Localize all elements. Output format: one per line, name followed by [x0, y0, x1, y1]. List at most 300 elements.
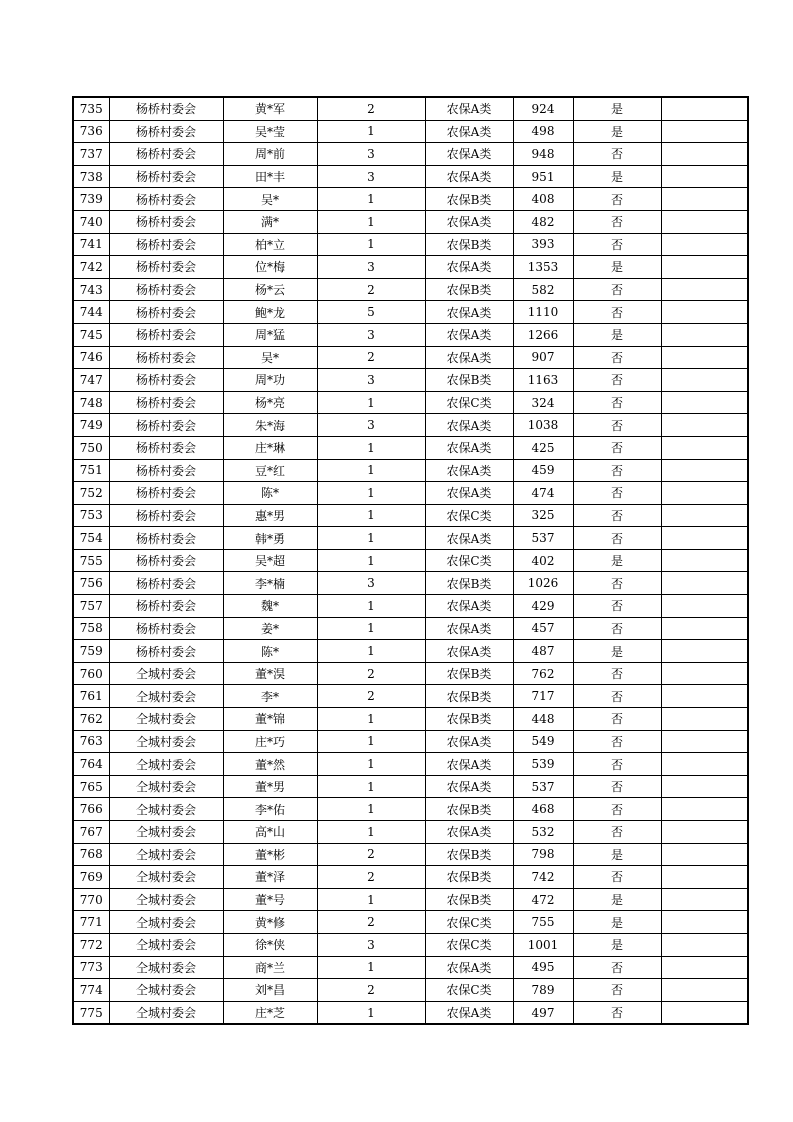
flag-cell: 否 [573, 775, 661, 798]
name-cell: 田*丰 [223, 165, 317, 188]
flag-cell: 否 [573, 233, 661, 256]
table-row [73, 143, 748, 166]
committee-cell: 杨桥村委会 [109, 482, 223, 505]
committee-cell: 杨桥村委会 [109, 369, 223, 392]
remark-cell [661, 753, 748, 776]
table-row [73, 685, 748, 708]
insurance-type-cell: 农保C类 [425, 504, 513, 527]
household-size-cell: 3 [317, 165, 425, 188]
name-cell: 周*功 [223, 369, 317, 392]
row-number-cell: 755 [73, 549, 109, 572]
committee-cell: 杨桥村委会 [109, 527, 223, 550]
remark-cell [661, 843, 748, 866]
name-cell: 董*淏 [223, 662, 317, 685]
insurance-type-cell: 农保A类 [425, 210, 513, 233]
flag-cell: 是 [573, 165, 661, 188]
table-row [73, 549, 748, 572]
name-cell: 黄*军 [223, 97, 317, 120]
name-cell: 庄*琳 [223, 436, 317, 459]
flag-cell: 否 [573, 143, 661, 166]
household-size-cell: 1 [317, 617, 425, 640]
row-number-cell: 757 [73, 595, 109, 618]
name-cell: 董*彬 [223, 843, 317, 866]
amount-cell: 457 [513, 617, 573, 640]
committee-cell: 杨桥村委会 [109, 210, 223, 233]
committee-cell: 杨桥村委会 [109, 572, 223, 595]
committee-cell: 杨桥村委会 [109, 143, 223, 166]
insurance-type-cell: 农保A类 [425, 323, 513, 346]
committee-cell: 杨桥村委会 [109, 233, 223, 256]
remark-cell [661, 730, 748, 753]
row-number-cell: 748 [73, 391, 109, 414]
flag-cell: 否 [573, 595, 661, 618]
remark-cell [661, 662, 748, 685]
name-cell: 鲍*龙 [223, 301, 317, 324]
name-cell: 庄*巧 [223, 730, 317, 753]
household-size-cell: 1 [317, 753, 425, 776]
name-cell: 魏* [223, 595, 317, 618]
row-number-cell: 762 [73, 708, 109, 731]
table-row [73, 301, 748, 324]
household-size-cell: 1 [317, 504, 425, 527]
name-cell: 黄*修 [223, 911, 317, 934]
flag-cell: 否 [573, 210, 661, 233]
name-cell: 杨*云 [223, 278, 317, 301]
row-number-cell: 771 [73, 911, 109, 934]
amount-cell: 762 [513, 662, 573, 685]
name-cell: 陈* [223, 482, 317, 505]
committee-cell: 仝城村委会 [109, 708, 223, 731]
name-cell: 董*然 [223, 753, 317, 776]
table-row [73, 233, 748, 256]
remark-cell [661, 572, 748, 595]
insurance-type-cell: 农保A类 [425, 617, 513, 640]
table-row [73, 979, 748, 1002]
amount-cell: 755 [513, 911, 573, 934]
row-number-cell: 742 [73, 256, 109, 279]
flag-cell: 是 [573, 256, 661, 279]
amount-cell: 1353 [513, 256, 573, 279]
household-size-cell: 1 [317, 549, 425, 572]
amount-cell: 951 [513, 165, 573, 188]
name-cell: 董*号 [223, 888, 317, 911]
amount-cell: 789 [513, 979, 573, 1002]
household-size-cell: 2 [317, 843, 425, 866]
household-size-cell: 1 [317, 527, 425, 550]
amount-cell: 468 [513, 798, 573, 821]
row-number-cell: 774 [73, 979, 109, 1002]
name-cell: 高*山 [223, 821, 317, 844]
name-cell: 陈* [223, 640, 317, 663]
remark-cell [661, 233, 748, 256]
name-cell: 刘*昌 [223, 979, 317, 1002]
row-number-cell: 759 [73, 640, 109, 663]
amount-cell: 532 [513, 821, 573, 844]
household-size-cell: 1 [317, 821, 425, 844]
amount-cell: 717 [513, 685, 573, 708]
flag-cell: 否 [573, 278, 661, 301]
table-row [73, 436, 748, 459]
row-number-cell: 768 [73, 843, 109, 866]
remark-cell [661, 256, 748, 279]
name-cell: 董*男 [223, 775, 317, 798]
flag-cell: 否 [573, 346, 661, 369]
remark-cell [661, 482, 748, 505]
insurance-type-cell: 农保B类 [425, 685, 513, 708]
insurance-type-cell: 农保A类 [425, 346, 513, 369]
household-size-cell: 2 [317, 866, 425, 889]
committee-cell: 仝城村委会 [109, 956, 223, 979]
row-number-cell: 750 [73, 436, 109, 459]
remark-cell [661, 120, 748, 143]
committee-cell: 杨桥村委会 [109, 549, 223, 572]
name-cell: 韩*勇 [223, 527, 317, 550]
insurance-type-cell: 农保A类 [425, 97, 513, 120]
remark-cell [661, 459, 748, 482]
insurance-type-cell: 农保C类 [425, 911, 513, 934]
committee-cell: 杨桥村委会 [109, 97, 223, 120]
household-size-cell: 3 [317, 369, 425, 392]
insurance-type-cell: 农保B类 [425, 572, 513, 595]
committee-cell: 仝城村委会 [109, 866, 223, 889]
remark-cell [661, 685, 748, 708]
row-number-cell: 765 [73, 775, 109, 798]
row-number-cell: 770 [73, 888, 109, 911]
amount-cell: 393 [513, 233, 573, 256]
remark-cell [661, 888, 748, 911]
amount-cell: 497 [513, 1001, 573, 1024]
insurance-type-cell: 农保A类 [425, 482, 513, 505]
flag-cell: 是 [573, 549, 661, 572]
committee-cell: 仝城村委会 [109, 933, 223, 956]
committee-cell: 仝城村委会 [109, 911, 223, 934]
remark-cell [661, 165, 748, 188]
committee-cell: 杨桥村委会 [109, 595, 223, 618]
amount-cell: 472 [513, 888, 573, 911]
flag-cell: 否 [573, 482, 661, 505]
household-size-cell: 1 [317, 482, 425, 505]
committee-cell: 杨桥村委会 [109, 120, 223, 143]
table-row [73, 798, 748, 821]
name-cell: 满* [223, 210, 317, 233]
table-row [73, 911, 748, 934]
committee-cell: 仝城村委会 [109, 730, 223, 753]
remark-cell [661, 188, 748, 211]
remark-cell [661, 775, 748, 798]
household-size-cell: 3 [317, 323, 425, 346]
row-number-cell: 739 [73, 188, 109, 211]
row-number-cell: 749 [73, 414, 109, 437]
amount-cell: 495 [513, 956, 573, 979]
flag-cell: 否 [573, 527, 661, 550]
insurance-type-cell: 农保B类 [425, 866, 513, 889]
household-size-cell: 1 [317, 798, 425, 821]
data-table [72, 96, 749, 1025]
remark-cell [661, 391, 748, 414]
amount-cell: 948 [513, 143, 573, 166]
committee-cell: 仝城村委会 [109, 843, 223, 866]
insurance-type-cell: 农保A类 [425, 956, 513, 979]
committee-cell: 杨桥村委会 [109, 165, 223, 188]
amount-cell: 549 [513, 730, 573, 753]
table-row [73, 821, 748, 844]
household-size-cell: 1 [317, 640, 425, 663]
table-row [73, 459, 748, 482]
flag-cell: 否 [573, 572, 661, 595]
flag-cell: 否 [573, 188, 661, 211]
amount-cell: 448 [513, 708, 573, 731]
amount-cell: 924 [513, 97, 573, 120]
name-cell: 吴* [223, 188, 317, 211]
amount-cell: 429 [513, 595, 573, 618]
committee-cell: 仝城村委会 [109, 888, 223, 911]
household-size-cell: 2 [317, 662, 425, 685]
household-size-cell: 3 [317, 572, 425, 595]
amount-cell: 539 [513, 753, 573, 776]
table-row [73, 775, 748, 798]
flag-cell: 否 [573, 1001, 661, 1024]
flag-cell: 否 [573, 866, 661, 889]
amount-cell: 537 [513, 527, 573, 550]
row-number-cell: 746 [73, 346, 109, 369]
table-row [73, 866, 748, 889]
amount-cell: 325 [513, 504, 573, 527]
table-row [73, 617, 748, 640]
name-cell: 姜* [223, 617, 317, 640]
amount-cell: 1026 [513, 572, 573, 595]
household-size-cell: 1 [317, 233, 425, 256]
table-row [73, 730, 748, 753]
table-row [73, 595, 748, 618]
committee-cell: 杨桥村委会 [109, 617, 223, 640]
remark-cell [661, 143, 748, 166]
remark-cell [661, 210, 748, 233]
name-cell: 杨*亮 [223, 391, 317, 414]
committee-cell: 仝城村委会 [109, 979, 223, 1002]
household-size-cell: 1 [317, 188, 425, 211]
household-size-cell: 3 [317, 256, 425, 279]
flag-cell: 否 [573, 708, 661, 731]
household-size-cell: 1 [317, 730, 425, 753]
insurance-type-cell: 农保A类 [425, 775, 513, 798]
committee-cell: 仝城村委会 [109, 753, 223, 776]
amount-cell: 537 [513, 775, 573, 798]
row-number-cell: 752 [73, 482, 109, 505]
committee-cell: 仝城村委会 [109, 662, 223, 685]
insurance-type-cell: 农保B类 [425, 369, 513, 392]
household-size-cell: 1 [317, 391, 425, 414]
insurance-type-cell: 农保A类 [425, 527, 513, 550]
remark-cell [661, 527, 748, 550]
row-number-cell: 769 [73, 866, 109, 889]
flag-cell: 否 [573, 617, 661, 640]
flag-cell: 是 [573, 323, 661, 346]
remark-cell [661, 640, 748, 663]
insurance-type-cell: 农保B类 [425, 843, 513, 866]
name-cell: 李*佑 [223, 798, 317, 821]
amount-cell: 459 [513, 459, 573, 482]
row-number-cell: 764 [73, 753, 109, 776]
name-cell: 吴*莹 [223, 120, 317, 143]
flag-cell: 否 [573, 685, 661, 708]
household-size-cell: 2 [317, 685, 425, 708]
household-size-cell: 1 [317, 1001, 425, 1024]
table-row [73, 640, 748, 663]
household-size-cell: 1 [317, 775, 425, 798]
name-cell: 董*泽 [223, 866, 317, 889]
amount-cell: 1001 [513, 933, 573, 956]
flag-cell: 否 [573, 753, 661, 776]
insurance-type-cell: 农保A类 [425, 165, 513, 188]
amount-cell: 402 [513, 549, 573, 572]
row-number-cell: 758 [73, 617, 109, 640]
household-size-cell: 1 [317, 459, 425, 482]
remark-cell [661, 323, 748, 346]
table-row [73, 210, 748, 233]
flag-cell: 否 [573, 979, 661, 1002]
household-size-cell: 3 [317, 414, 425, 437]
insurance-type-cell: 农保A类 [425, 753, 513, 776]
remark-cell [661, 595, 748, 618]
table-row [73, 278, 748, 301]
insurance-type-cell: 农保B类 [425, 662, 513, 685]
amount-cell: 408 [513, 188, 573, 211]
amount-cell: 1266 [513, 323, 573, 346]
remark-cell [661, 821, 748, 844]
flag-cell: 是 [573, 97, 661, 120]
row-number-cell: 753 [73, 504, 109, 527]
amount-cell: 798 [513, 843, 573, 866]
remark-cell [661, 798, 748, 821]
row-number-cell: 772 [73, 933, 109, 956]
name-cell: 惠*男 [223, 504, 317, 527]
row-number-cell: 744 [73, 301, 109, 324]
committee-cell: 杨桥村委会 [109, 346, 223, 369]
table-row [73, 1001, 748, 1024]
table-row [73, 97, 748, 120]
name-cell: 庄*芝 [223, 1001, 317, 1024]
row-number-cell: 737 [73, 143, 109, 166]
table-row [73, 482, 748, 505]
committee-cell: 杨桥村委会 [109, 459, 223, 482]
committee-cell: 仝城村委会 [109, 685, 223, 708]
table-row [73, 933, 748, 956]
household-size-cell: 1 [317, 120, 425, 143]
committee-cell: 杨桥村委会 [109, 504, 223, 527]
remark-cell [661, 979, 748, 1002]
committee-cell: 杨桥村委会 [109, 414, 223, 437]
flag-cell: 否 [573, 459, 661, 482]
amount-cell: 1163 [513, 369, 573, 392]
row-number-cell: 767 [73, 821, 109, 844]
remark-cell [661, 436, 748, 459]
row-number-cell: 747 [73, 369, 109, 392]
amount-cell: 487 [513, 640, 573, 663]
household-size-cell: 2 [317, 979, 425, 1002]
remark-cell [661, 549, 748, 572]
name-cell: 商*兰 [223, 956, 317, 979]
household-size-cell: 1 [317, 888, 425, 911]
insurance-type-cell: 农保A类 [425, 256, 513, 279]
insurance-type-cell: 农保A类 [425, 1001, 513, 1024]
insurance-type-cell: 农保A类 [425, 414, 513, 437]
row-number-cell: 738 [73, 165, 109, 188]
table-row [73, 369, 748, 392]
table-row [73, 662, 748, 685]
amount-cell: 425 [513, 436, 573, 459]
insurance-type-cell: 农保B类 [425, 188, 513, 211]
name-cell: 柏*立 [223, 233, 317, 256]
household-size-cell: 2 [317, 97, 425, 120]
row-number-cell: 751 [73, 459, 109, 482]
table-row [73, 165, 748, 188]
flag-cell: 否 [573, 369, 661, 392]
table-body [73, 97, 748, 1024]
committee-cell: 杨桥村委会 [109, 301, 223, 324]
flag-cell: 否 [573, 391, 661, 414]
flag-cell: 否 [573, 798, 661, 821]
table-row [73, 323, 748, 346]
table-row [73, 188, 748, 211]
amount-cell: 907 [513, 346, 573, 369]
committee-cell: 杨桥村委会 [109, 188, 223, 211]
amount-cell: 498 [513, 120, 573, 143]
insurance-type-cell: 农保B类 [425, 278, 513, 301]
table-row [73, 391, 748, 414]
committee-cell: 杨桥村委会 [109, 278, 223, 301]
remark-cell [661, 97, 748, 120]
amount-cell: 1110 [513, 301, 573, 324]
remark-cell [661, 933, 748, 956]
flag-cell: 是 [573, 933, 661, 956]
insurance-type-cell: 农保C类 [425, 549, 513, 572]
table-row [73, 843, 748, 866]
amount-cell: 482 [513, 210, 573, 233]
committee-cell: 杨桥村委会 [109, 391, 223, 414]
remark-cell [661, 617, 748, 640]
insurance-type-cell: 农保A类 [425, 436, 513, 459]
insurance-type-cell: 农保B类 [425, 888, 513, 911]
name-cell: 豆*红 [223, 459, 317, 482]
amount-cell: 742 [513, 866, 573, 889]
insurance-type-cell: 农保B类 [425, 798, 513, 821]
table-row [73, 753, 748, 776]
committee-cell: 杨桥村委会 [109, 640, 223, 663]
row-number-cell: 766 [73, 798, 109, 821]
insurance-type-cell: 农保A类 [425, 120, 513, 143]
household-size-cell: 2 [317, 911, 425, 934]
row-number-cell: 745 [73, 323, 109, 346]
flag-cell: 否 [573, 414, 661, 437]
remark-cell [661, 369, 748, 392]
name-cell: 朱*海 [223, 414, 317, 437]
amount-cell: 1038 [513, 414, 573, 437]
insurance-type-cell: 农保A类 [425, 143, 513, 166]
row-number-cell: 736 [73, 120, 109, 143]
flag-cell: 是 [573, 843, 661, 866]
row-number-cell: 761 [73, 685, 109, 708]
row-number-cell: 740 [73, 210, 109, 233]
insurance-type-cell: 农保A类 [425, 640, 513, 663]
table-row [73, 956, 748, 979]
committee-cell: 仝城村委会 [109, 775, 223, 798]
table-row [73, 414, 748, 437]
insurance-type-cell: 农保A类 [425, 730, 513, 753]
table-row [73, 346, 748, 369]
row-number-cell: 773 [73, 956, 109, 979]
row-number-cell: 735 [73, 97, 109, 120]
insurance-type-cell: 农保C类 [425, 391, 513, 414]
